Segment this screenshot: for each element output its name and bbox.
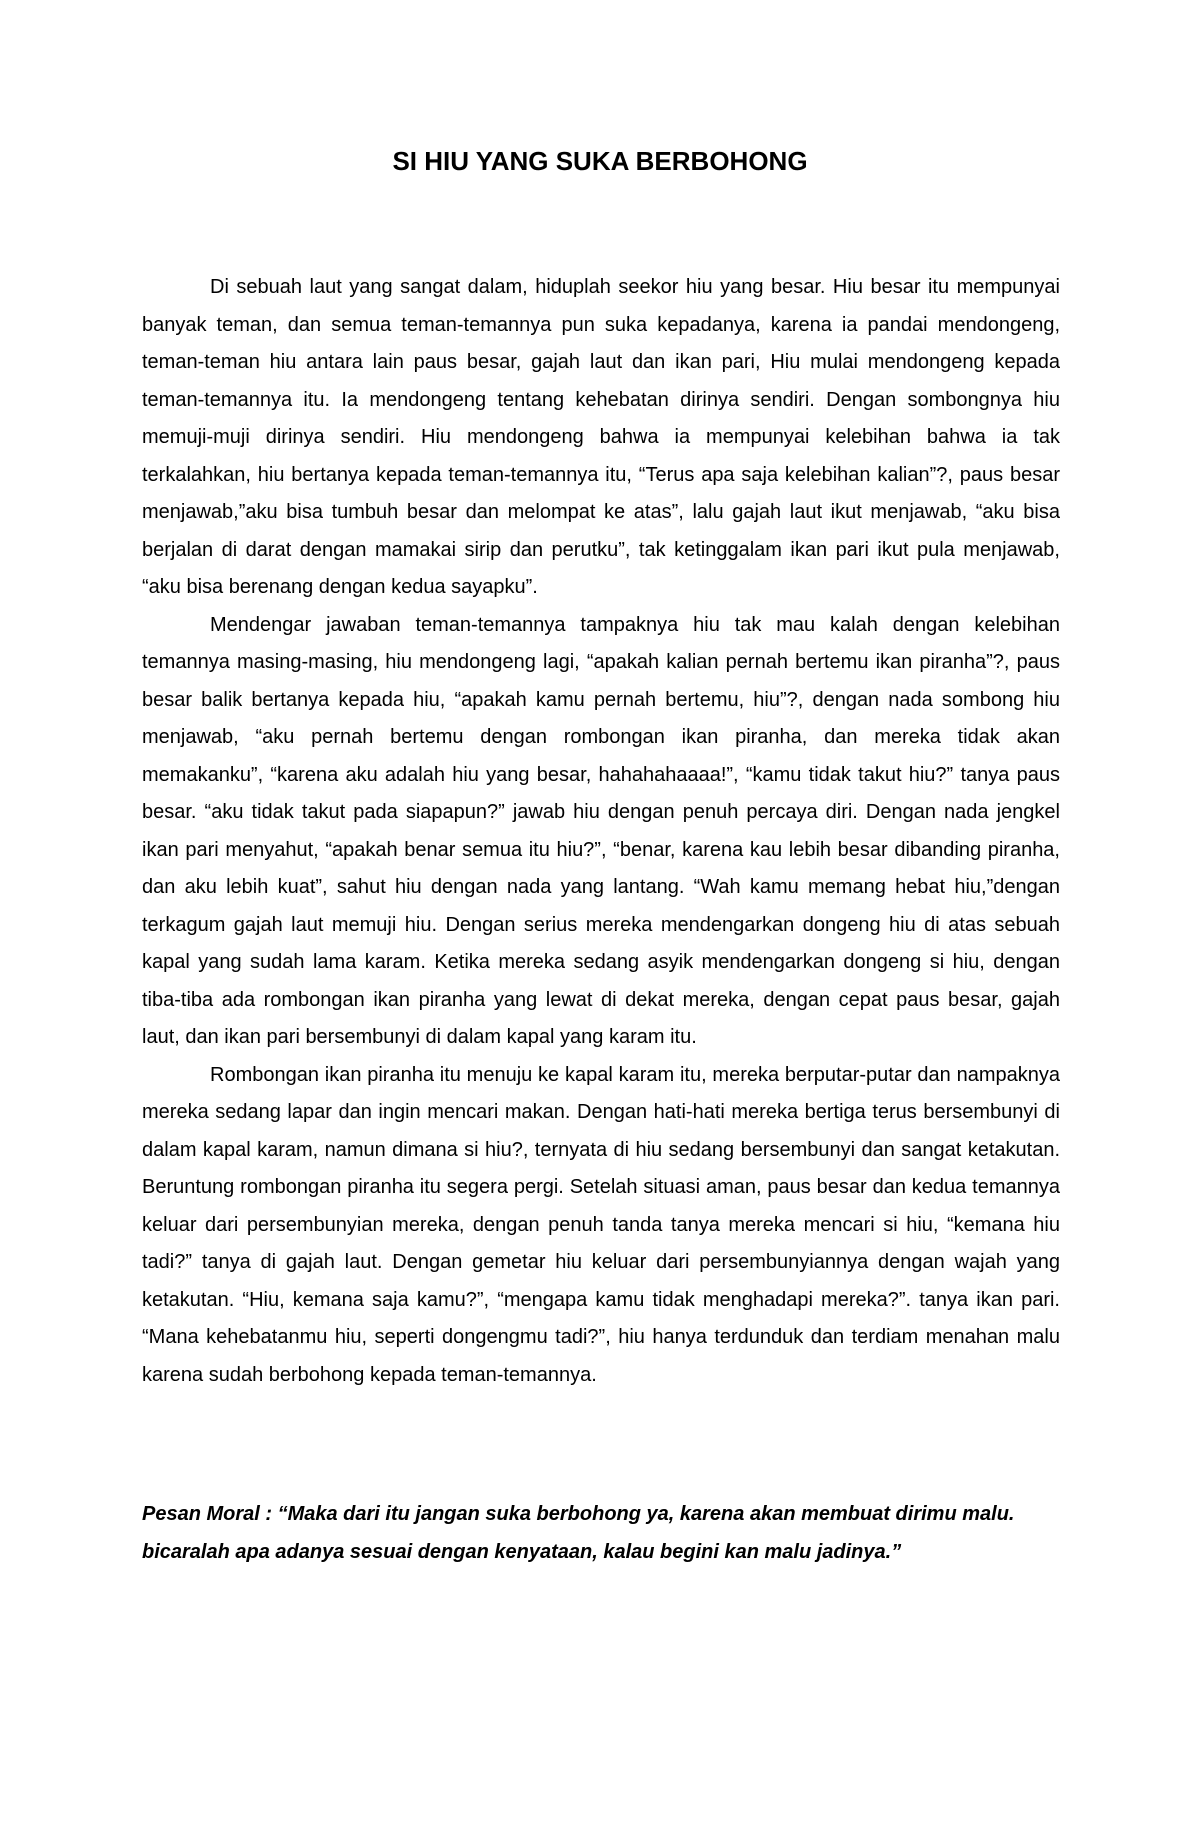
story-paragraph-2: Mendengar jawaban teman-temannya tampaknya hiu tak mau kalah dengan kelebihan temannya masing-masing, hiu mendongeng lagi, “apakah kalian pernah bertemu ikan piranha”?, paus besar balik bertanya kepada hiu, “apakah kamu pernah bertemu, hiu”?, dengan nada sombong hiu menjawab, “aku pernah bertemu dengan rombongan ikan piranha, dan mereka tidak akan memakanku”, “karena aku adalah hiu yang besar, hahahahaaaa!”, “kamu tidak takut hiu?” tanya paus besar. “aku tidak takut pada siapapun?” jawab hiu dengan penuh percaya diri. Dengan nada jengkel ikan pari menyahut, “apakah benar semua itu hiu?”, “benar, karena kau lebih besar dibanding piranha, dan aku lebih kuat”, sahut hiu dengan nada yang lantang. “Wah kamu memang hebat hiu,”dengan terkagum gajah laut memuji hiu. Dengan serius mereka mendengarkan dongeng hiu di atas sebuah kapal yang sudah lama karam. Ketika mereka sedang asyik mendengarkan dongeng si hiu, dengan tiba-tiba ada rombongan ikan piranha yang lewat di dekat mereka, dengan cepat paus besar, gajah laut, dan ikan pari bersembunyi di dalam kapal yang karam itu. [142,613,1060,1048]
document-title: SI HIU YANG SUKA BERBOHONG [392,146,808,176]
story-paragraph-3: Rombongan ikan piranha itu menuju ke kapal karam itu, mereka berputar-putar dan nampaknya mereka sedang lapar dan ingin mencari makan. Dengan hati-hati mereka bertiga terus bersembunyi di dalam kapal karam, namun dimana si hiu?, ternyata di hiu sedang bersembunyi dan sangat ketakutan. Beruntung rombongan piranha itu segera pergi. Setelah situasi aman, paus besar dan kedua temannya keluar dari persembunyian mereka, dengan penuh tanda tanya mereka mencari si hiu, “kemana hiu tadi?” tanya di gajah laut. Dengan gemetar hiu keluar dari persembunyiannya dengan wajah yang ketakutan. “Hiu, kemana saja kamu?”, “mengapa kamu tidak menghadapi mereka?”. tanya ikan pari. “Mana kehebatanmu hiu, seperti dongengmu tadi?”, hiu hanya terdunduk dan terdiam menahan malu karena sudah berbohong kepada teman-temannya. [142,1063,1060,1386]
story-body [142,269,1060,1394]
moral-message: Pesan Moral : “Maka dari itu jangan suka berbohong ya, karena akan membuat dirimu malu. bicaralah apa adanya sesuai dengan kenyataan, kalau begini kan malu jadinya.” [142,1503,1015,1563]
story-paragraph-1: Di sebuah laut yang sangat dalam, hiduplah seekor hiu yang besar. Hiu besar itu mempunyai banyak teman, dan semua teman-temannya pun suka kepadanya, karena ia pandai mendongeng, teman-teman hiu antara lain paus besar, gajah laut dan ikan pari, Hiu mulai mendongeng kepada teman-temannya itu. Ia mendongeng tentang kehebatan dirinya sendiri. Dengan sombongnya hiu memuji-muji dirinya sendiri. Hiu mendongeng bahwa ia mempunyai kelebihan bahwa ia tak terkalahkan, hiu bertanya kepada teman-temannya itu, “Terus apa saja kelebihan kalian”?, paus besar menjawab,”aku bisa tumbuh besar dan melompat ke atas”, lalu gajah laut ikut menjawab, “aku bisa berjalan di darat dengan mamakai sirip dan perutku”, tak ketinggalam ikan pari ikut pula menjawab, “aku bisa berenang dengan kedua sayapku”. [142,276,1060,598]
